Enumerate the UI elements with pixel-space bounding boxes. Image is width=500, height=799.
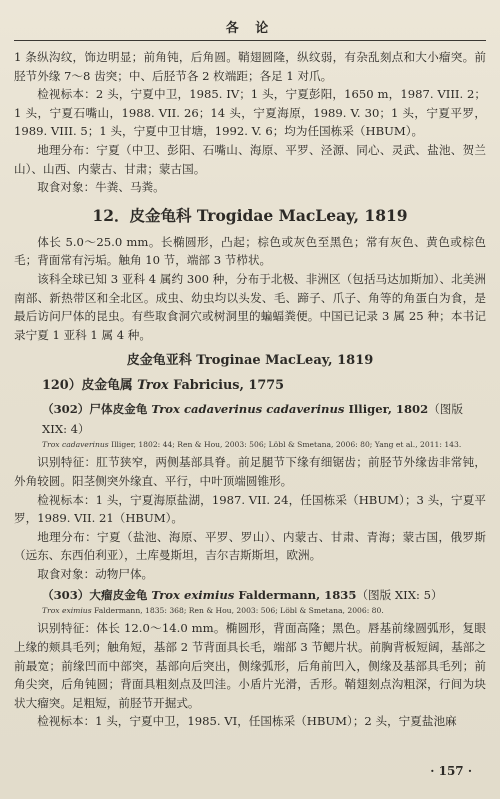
running-head: 各 论 [225,21,275,36]
ref-text: Faldermann, 1835: 368; Ren & Hou, 2003: 506; Löbl & Smetana, 2006: 80. [91,606,384,616]
species-heading-303 [42,585,486,605]
literature-ref-302 [42,439,486,451]
ref-latin: Trox cadaverinus [42,440,109,450]
plate-ref: （图版 XIX: 4） [42,402,463,437]
genus-heading [42,376,486,395]
subfamily-heading: 皮金龟亚科 Troginae MacLeay, 1819 [126,353,374,369]
ref-latin: Trox eximius [42,606,92,616]
page-number: · 157 · [430,764,472,778]
species-heading-302 [42,399,486,439]
species-author: Illiger, 1802 [344,402,429,417]
page-body [14,48,486,731]
species-cn: （302）尸体皮金龟 [42,402,152,417]
paragraph-description-cont: 1 条纵沟纹，饰边明显；前角钝，后角圆。鞘翅圆隆，纵纹弱，有杂乱刻点和大小瘤突。前胫节外缘 7～8 齿突；中、后胫节各 2 枚端距；各足 1 对爪。 [14,50,486,83]
genus-author: Fabricius, 1775 [168,378,285,394]
paragraph-distribution-302: 地理分布：宁夏（盐池、海原、平罗、罗山）、内蒙古、甘肃、青海；蒙古国，俄罗斯（远东、东西伯利亚），土库曼斯坦，吉尔吉斯斯坦，欧洲。 [14,529,486,563]
species-latin: Trox eximius [151,588,235,603]
paragraph-diagnosis-303: 识别特征：体长 12.0～14.0 mm。椭圆形，背面高隆；黑色。唇基前缘圆弧形，复眼上缘的颊具毛列；触角短，基部 2 节背面具长毛，端部 3 节鳃片状。前胸背板短阔，基部之前最宽；前缘凹而中部突，基部向后突出，侧缘弧形，后角前凹入，侧缘及基部具毛列；前角尖突，后角钝圆；背面具粗刻点及凹洼。小盾片光滑，舌形。鞘翅刻点沟粗深，行间为块状大瘤突。足粗短，前胫节开掘式。 [14,621,486,710]
paragraph-distribution: 地理分布：宁夏（中卫、彭阳、石嘴山、海原、平罗、泾源、同心、灵武、盐池、贺兰山）、山西、内蒙古、甘肃；蒙古国。 [14,142,486,176]
genus-cn: 120）皮金龟属 [42,378,138,394]
genus-latin: Trox [137,378,169,394]
paragraph-food: 取食对象：牛粪、马粪。 [37,180,165,195]
paragraph-family-description: 体长 5.0～25.0 mm。长椭圆形，凸起；棕色或灰色至黑色；常有灰色、黄色或棕色毛；背面常有污垢。触角 10 节，端部 3 节栉状。 [14,234,486,268]
literature-ref-303 [42,605,486,617]
paragraph-food-302: 取食对象：动物尸体。 [37,566,154,581]
species-latin: Trox cadaverinus cadaverinus [151,402,345,417]
ref-text: Illiger, 1802: 44; Ren & Hou, 2003: 506; Löbl & Smetana, 2006: 80; Yang et al., 2011: 143. [108,440,462,450]
species-cn: （303）大瘤皮金龟 [42,588,152,603]
header-rule [14,40,486,41]
paragraph-specimens-302: 检视标本：1 头，宁夏海原盐湖，1987. VII. 24，任国栋采（HBUM）；3 头，宁夏平罗，1989. VII. 21（HBUM）。 [14,492,486,526]
paragraph-specimens-303: 检视标本：1 头，宁夏中卫，1985. VI，任国栋采（HBUM）；2 头，宁夏盐池麻 [37,714,457,729]
paragraph-diagnosis-302: 识别特征：肛节狭窄，两侧基部具脊。前足腿节下缘有细锯齿；前胫节外缘齿非常钝，外角较圆。阳茎侧突外缘直、平行，中叶顶端圆锥形。 [14,455,486,488]
paragraph-specimens: 检视标本：2 头，宁夏中卫，1985. IV；1 头，宁夏彭阳，1650 m，1987. VIII. 2；1 头，宁夏石嘴山，1988. VII. 26；14 头，宁夏海原，1989. V. 30；1 头，宁夏平罗，1989. VIII. 5；1 头，宁夏中卫甘塘，1992. V. 6；均为任国栋采（HBUM）。 [14,87,486,139]
species-author: Faldermann, 1835 [234,588,357,603]
plate-ref: （图版 XIX: 5） [356,588,443,603]
paragraph-family-overview: 该科全球已知 3 亚科 4 属约 300 种，分布于北极、非洲区（包括马达加斯加）、北美洲南部、新热带区和全北区。成虫、幼虫均以头发、毛、蹄子、爪子、角等的角蛋白为食，是最后访问尸体的昆虫。有些取食洞穴或树洞里的蝙蝠粪便。中国已记录 3 属 25 种；本书记录宁夏 1 亚科 1 属 4 种。 [14,271,486,342]
family-heading: 12．皮金龟科 Trogidae MacLeay, 1819 [92,205,408,225]
